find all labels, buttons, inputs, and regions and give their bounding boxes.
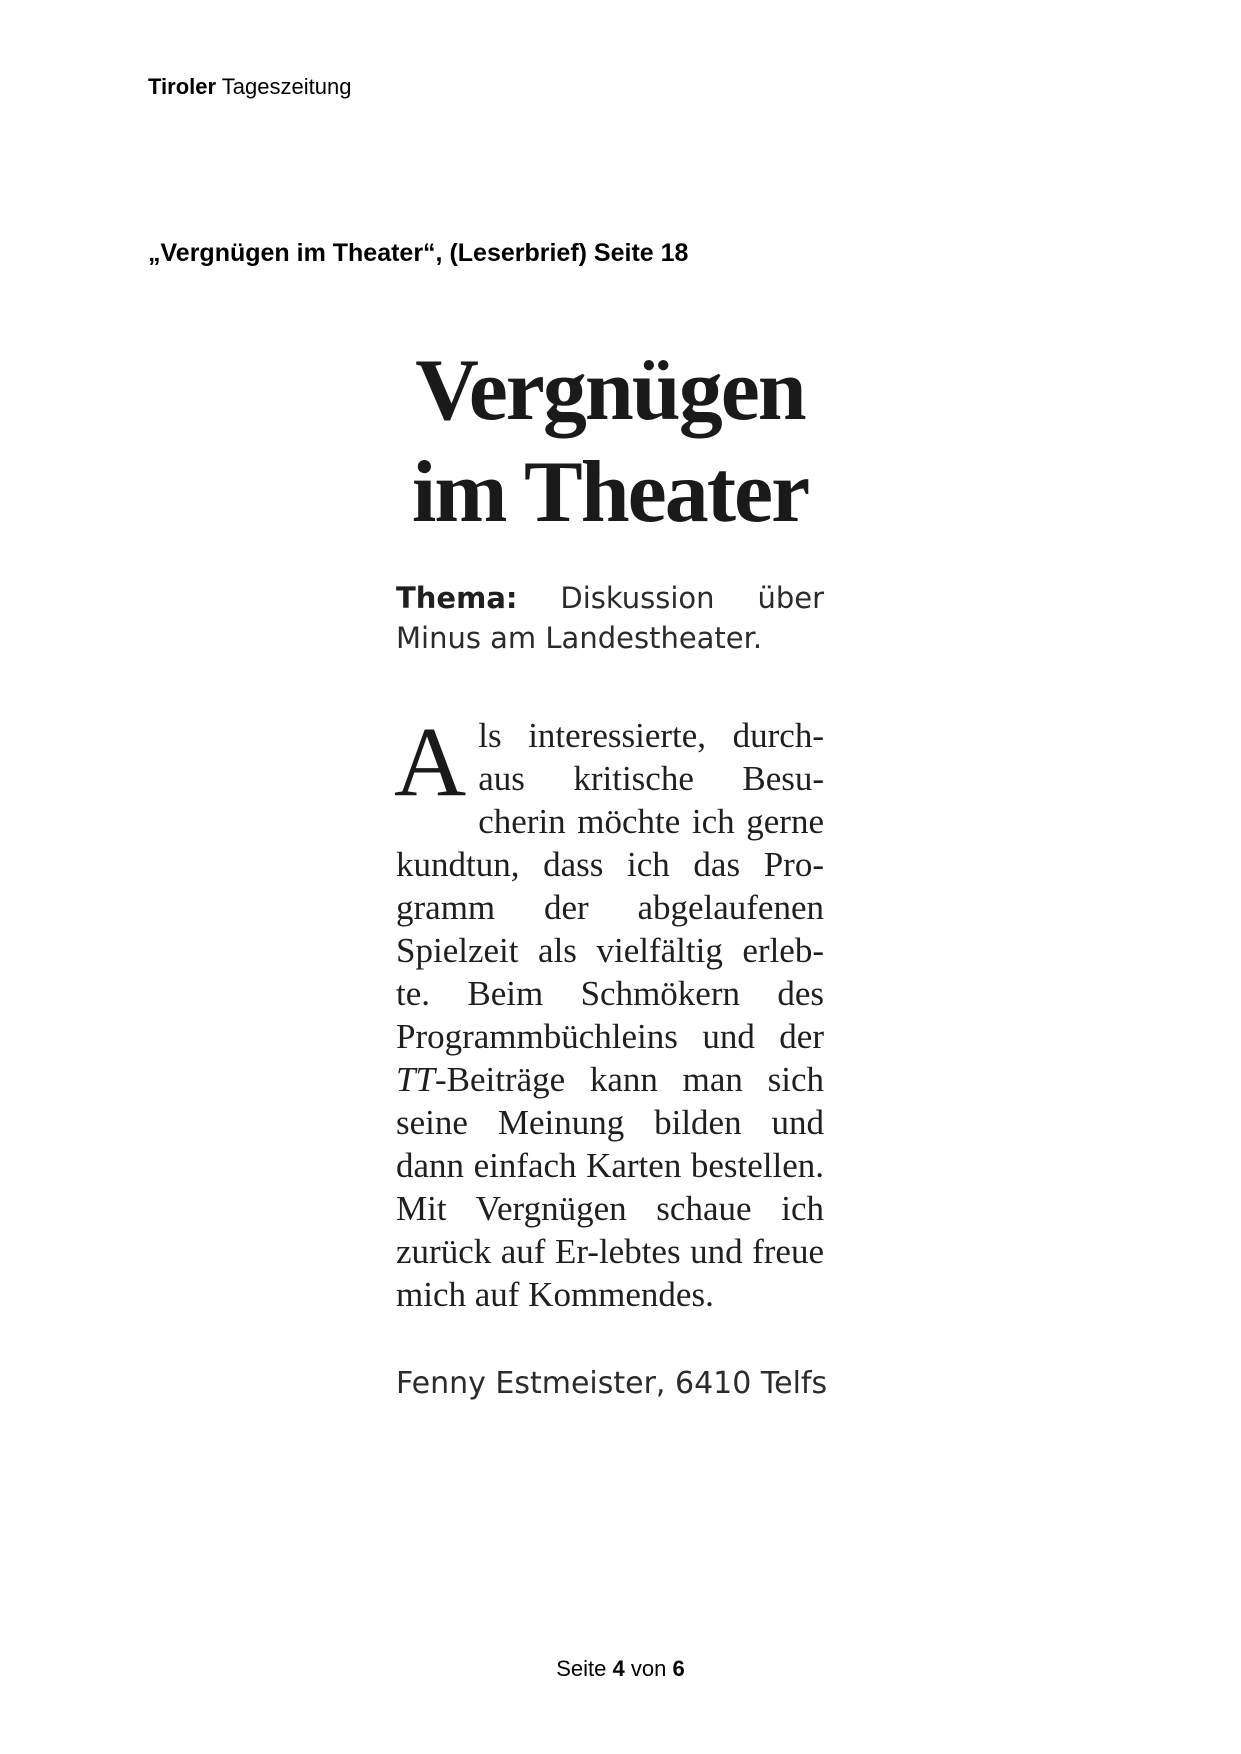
body-paragraph (394, 706, 824, 1316)
drop-cap: A (394, 706, 467, 817)
body-text-italic: TT (396, 1060, 435, 1099)
clipping-topic (396, 578, 824, 658)
brand-name-regular: Tageszeitung (221, 74, 352, 99)
footer-separator: von (630, 1656, 667, 1681)
footer-prefix: Seite (556, 1656, 607, 1681)
body-text-part-2: -Beiträge kann man sich seine Meinung bilden und dann einfach Karten bestellen. Mit Vergnügen schaue ich zurück auf Er-lebtes und freue mich auf Kommendes. (396, 1060, 824, 1314)
topic-text: Diskussion über Minus am Landestheater. (396, 581, 824, 655)
clipping-signature: Fenny Estmeister, 6410 Telfs (396, 1366, 828, 1401)
headline-line-1: Vergnügen (415, 342, 805, 439)
clipping-body (394, 706, 824, 1316)
body-text-part-1: ls interessierte, durch-aus kritische Besu-cherin möchte ich gerne kundtun, dass ich das Pro-gramm der abgelaufenen Spielzeit als vielfältig erleb-te. Beim Schmökern des Programmbüchleins und der (396, 716, 824, 1056)
headline-line-2: im Theater (411, 444, 809, 541)
footer-page-total: 6 (672, 1656, 685, 1681)
page-header (148, 72, 351, 102)
document-title: „Vergnügen im Theater“, (Leserbrief) Seite 18 (148, 239, 689, 267)
topic-label: Thema: (396, 581, 518, 615)
page-footer (0, 1654, 1241, 1684)
clipping-headline (396, 340, 824, 544)
footer-page-number: 4 (612, 1656, 625, 1681)
brand-name-bold: Tiroler (148, 74, 217, 99)
newspaper-clipping (394, 340, 828, 1404)
